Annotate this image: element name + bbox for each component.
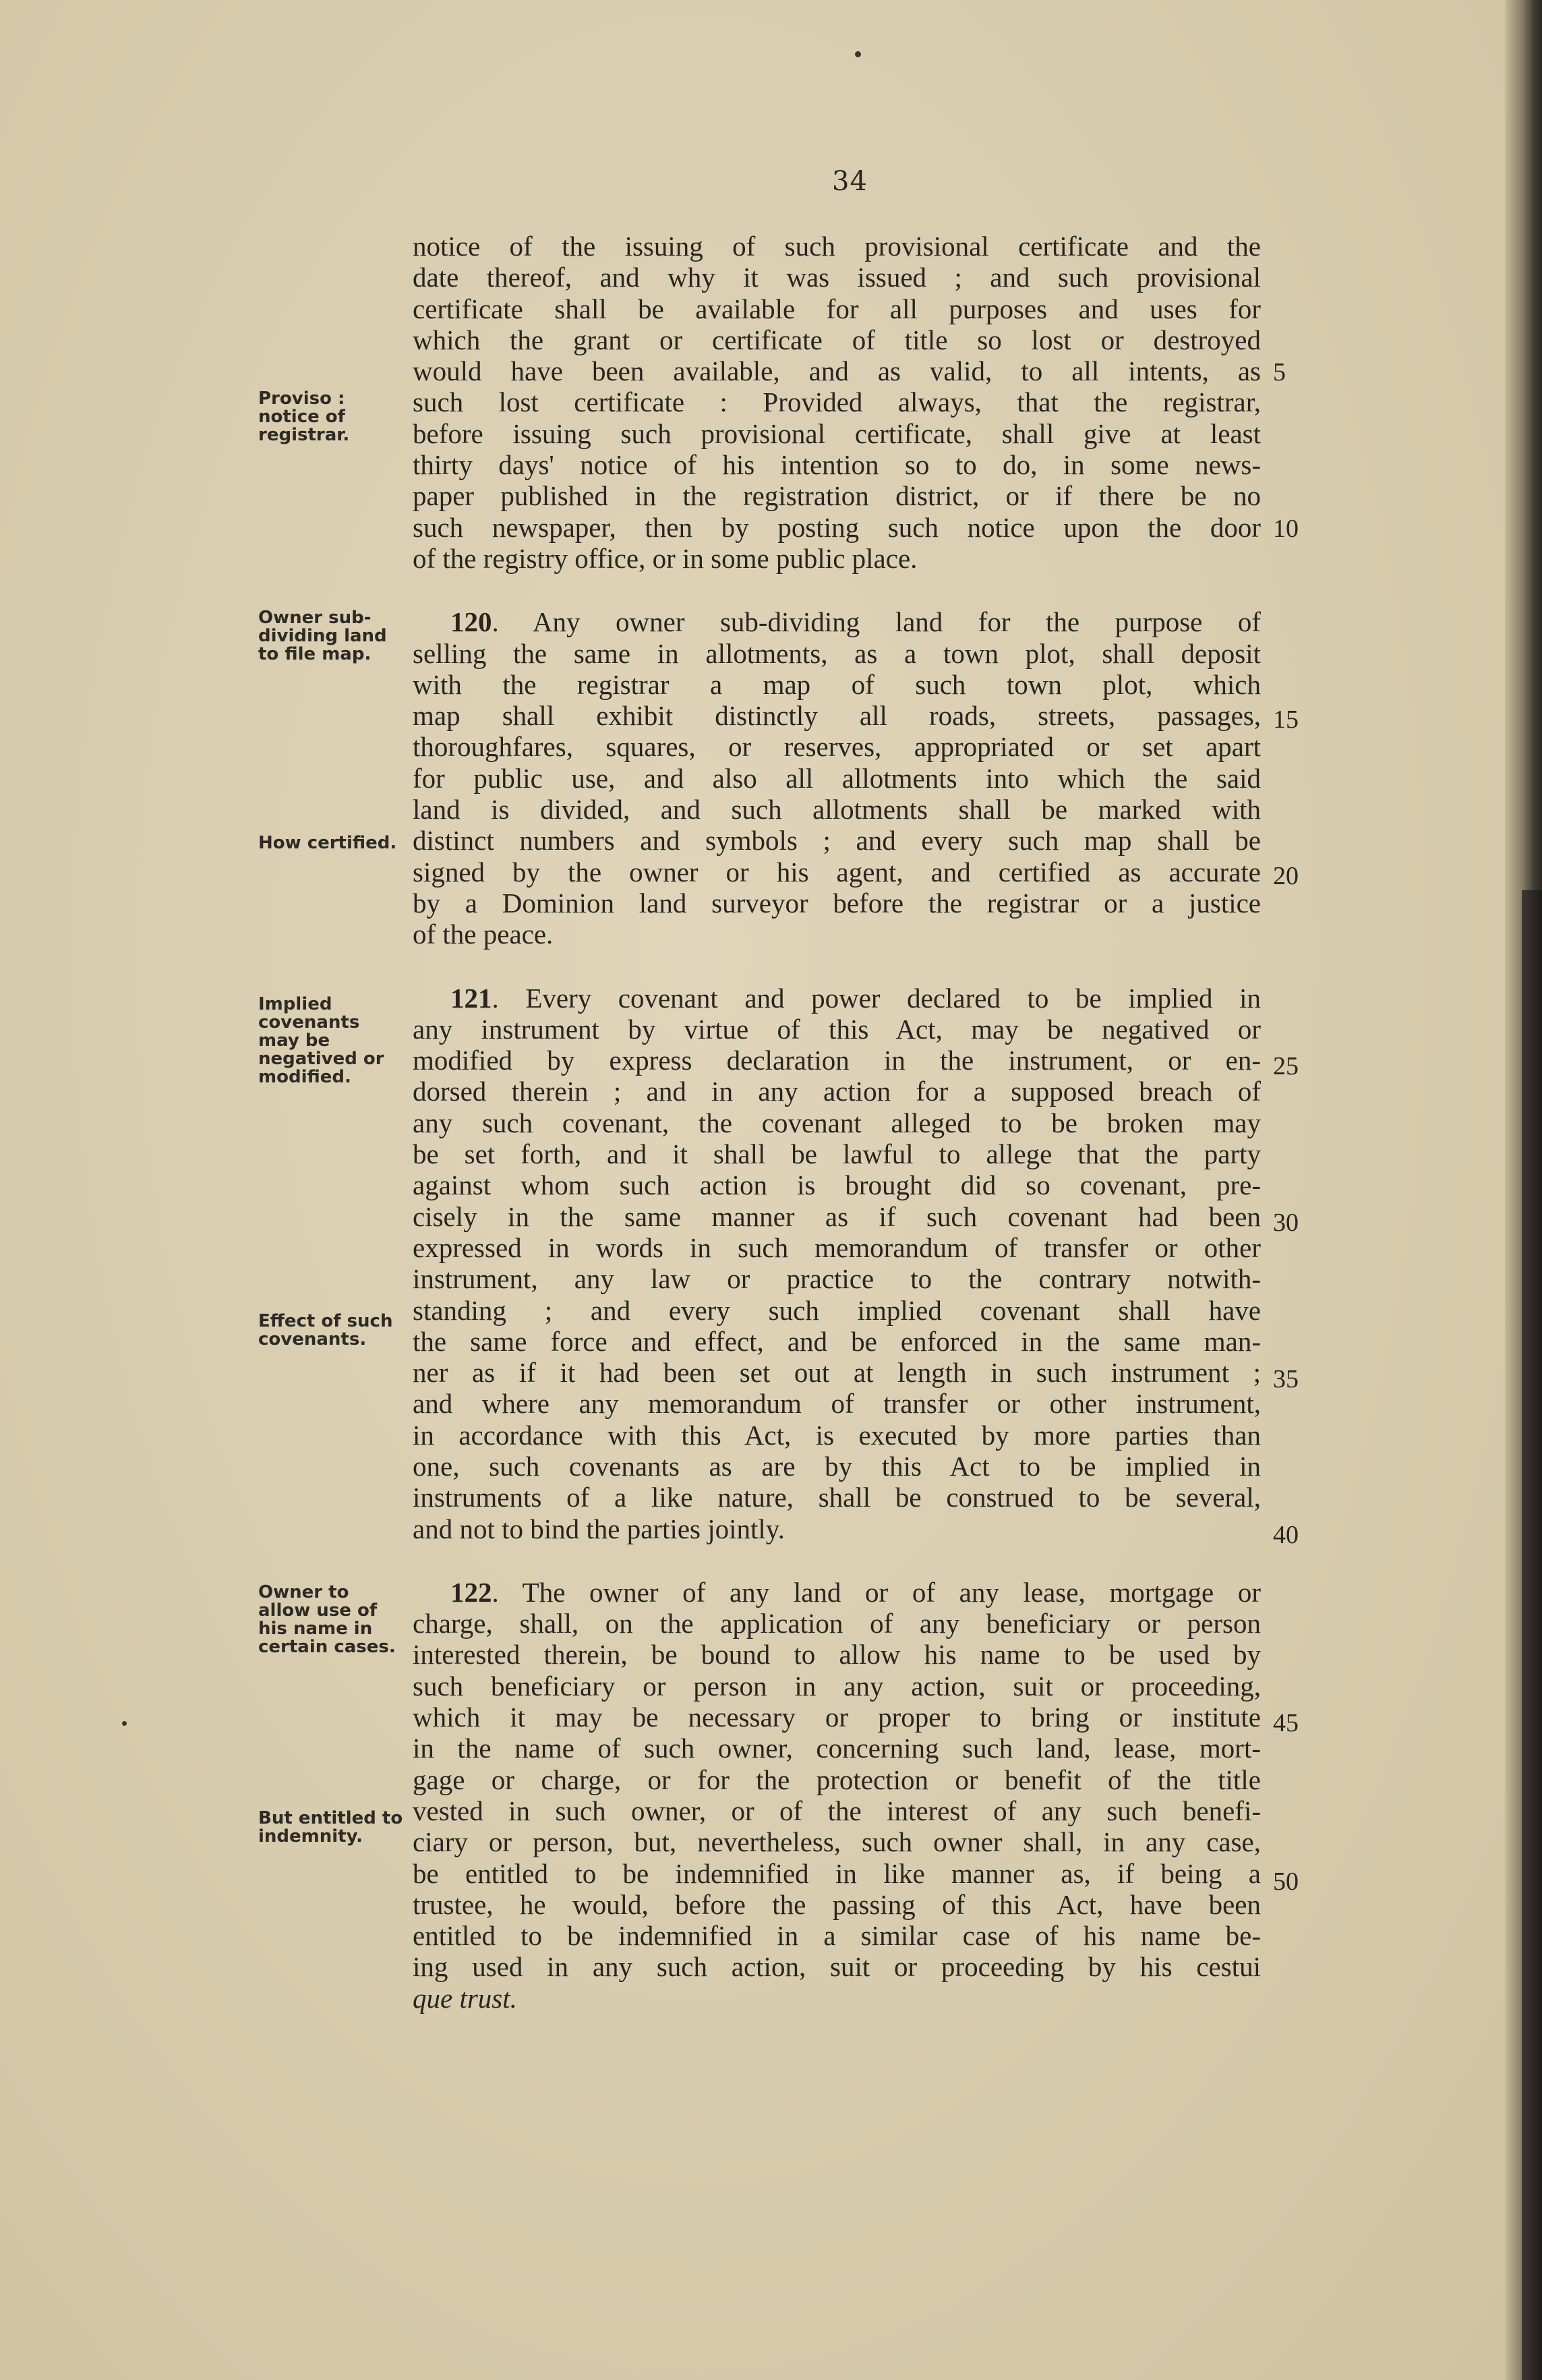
text-line: selling the same in allotments, as a town plot, shall deposit (413, 637, 1261, 669)
text-line: charge, shall, on the application of any beneficiary or person (413, 1608, 1261, 1639)
text-line: expressed in words in such memorandum of transfer or other (413, 1231, 1261, 1263)
section-120-first-line: 120. Any owner sub-dividing land for the purpose of (450, 606, 1261, 638)
text-line: trustee, he would, before the passing of this Act, have been (413, 1888, 1261, 1920)
text-line: any such covenant, the covenant alleged to be broken may (413, 1107, 1261, 1138)
text-line: such beneficiary or person in any action, suit or proceeding, (413, 1670, 1261, 1702)
margin-note-effect-covenants: Effect of such covenants. (258, 1311, 393, 1349)
text-line: ciary or person, but, nevertheless, such owner shall, in any case, (413, 1826, 1261, 1858)
text-line: with the registrar a map of such town plot, which (413, 668, 1261, 700)
text-line: distinct numbers and symbols ; and every such map shall be (413, 825, 1261, 857)
line-number: 40 (1273, 1521, 1299, 1549)
margin-note-owner-allow-name: Owner to allow use of his name in certain cases. (258, 1582, 396, 1657)
text-line: the same force and effect, and be enforced in the same man- (413, 1325, 1261, 1357)
text-line: vested in such owner, or of the interest of any such benefi- (413, 1795, 1261, 1826)
ink-speck (855, 51, 861, 57)
text-line: instruments of a like nature, shall be construed to be several, (413, 1482, 1261, 1513)
line-number: 10 (1273, 515, 1299, 543)
text-line: before issuing such provisional certificate, shall give at least (413, 417, 1261, 449)
text-line: cisely in the same manner as if such covenant had been (413, 1200, 1261, 1232)
line-number: 30 (1273, 1209, 1299, 1237)
text-line: map shall exhibit distinctly all roads, streets, passages, (413, 700, 1261, 732)
section-122-first-line: 122. The owner of any land or of any lease, mortgage or (450, 1576, 1261, 1608)
text-line: and not to bind the parties jointly. (413, 1513, 785, 1544)
section-number: 120 (450, 606, 492, 638)
text-line: in the name of such owner, concerning such land, lease, mort- (413, 1733, 1261, 1764)
line-number: 50 (1273, 1867, 1299, 1896)
book-spine-edge (1522, 890, 1542, 2380)
text-line: ing used in any such action, suit or proceeding by his cestui (413, 1951, 1261, 1983)
text-line: and where any memorandum of transfer or other instrument, (413, 1388, 1261, 1420)
text-line: of the peace. (413, 919, 554, 950)
text-line: against whom such action is brought did so covenant, pre- (413, 1169, 1261, 1201)
body-text (413, 231, 1261, 2014)
line-number: 5 (1273, 358, 1286, 386)
text-line: standing ; and every such implied covenant shall have (413, 1294, 1261, 1326)
line-number: 20 (1273, 862, 1299, 890)
line-number: 35 (1273, 1365, 1299, 1393)
line-number: 45 (1273, 1709, 1299, 1737)
text-line: one, such covenants as are by this Act to be implied in (413, 1450, 1261, 1482)
section-121-first-line: 121. Every covenant and power declared to be implied in (450, 982, 1261, 1014)
text-line: gage or charge, or for the protection or benefit of the title (413, 1764, 1261, 1795)
text-line: any instrument by virtue of this Act, may be negatived or (413, 1013, 1261, 1045)
text-line: thirty days' notice of his intention so to do, in some news- (413, 449, 1261, 481)
text-line: such lost certificate : Provided always, that the registrar, (413, 386, 1261, 418)
text-line: modified by express declaration in the instrument, or en- (413, 1045, 1261, 1076)
text-line: interested therein, be bound to allow his name to be used by (413, 1639, 1261, 1671)
text-line: for public use, and also all allotments into which the said (413, 762, 1261, 794)
text-line: entitled to be indemnified in a similar case of his name be- (413, 1920, 1261, 1952)
text-line: land is divided, and such allotments shall be marked with (413, 794, 1261, 825)
page-number: 34 (832, 166, 868, 197)
text-line: instrument, any law or practice to the contrary notwith- (413, 1263, 1261, 1295)
text-line: que trust. (413, 1982, 517, 2014)
text-line: in accordance with this Act, is executed by more parties than (413, 1419, 1261, 1451)
text-line: which the grant or certificate of title so lost or destroyed (413, 324, 1261, 355)
text-line: would have been available, and as valid, to all intents, as (413, 355, 1261, 387)
text-line: signed by the owner or his agent, and certified as accurate (413, 856, 1261, 888)
margin-note-proviso: Proviso : notice of registrar. (258, 388, 350, 445)
text-line: be set forth, and it shall be lawful to allege that the party (413, 1138, 1261, 1170)
text-line: date thereof, and why it was issued ; and such provisional (413, 262, 1261, 293)
text-line: which it may be necessary or proper to bring or institute (413, 1702, 1261, 1733)
line-number: 25 (1273, 1052, 1299, 1080)
margin-note-implied-covenants: Implied covenants may be negatived or modified. (258, 994, 384, 1087)
line-number: 15 (1273, 705, 1299, 734)
margin-note-indemnity: But entitled to indemnity. (258, 1808, 403, 1847)
text-line: dorsed therein ; and in any action for a supposed breach of (413, 1076, 1261, 1107)
ink-speck (122, 1721, 127, 1726)
section-number: 121 (450, 982, 492, 1014)
text-line: certificate shall be available for all purposes and uses for (413, 293, 1261, 324)
text-line: such newspaper, then by posting such notice upon the door (413, 511, 1261, 543)
text-line: be entitled to be indemnified in like manner as, if being a (413, 1857, 1261, 1889)
text-line: ner as if it had been set out at length in such instrument ; (413, 1357, 1261, 1389)
margin-note-how-certified: How certified. (258, 833, 397, 853)
text-line: notice of the issuing of such provisional certificate and the (413, 231, 1261, 262)
section-number: 122 (450, 1576, 492, 1608)
margin-note-owner-file-map: Owner sub-dividing land to file map. (258, 608, 387, 664)
text-line: paper published in the registration district, or if there be no (413, 480, 1261, 512)
text-line: by a Dominion land surveyor before the registrar or a justice (413, 887, 1261, 919)
text-line: of the registry office, or in some public place. (413, 542, 918, 574)
text-line: thoroughfares, squares, or reserves, appropriated or set apart (413, 731, 1261, 763)
